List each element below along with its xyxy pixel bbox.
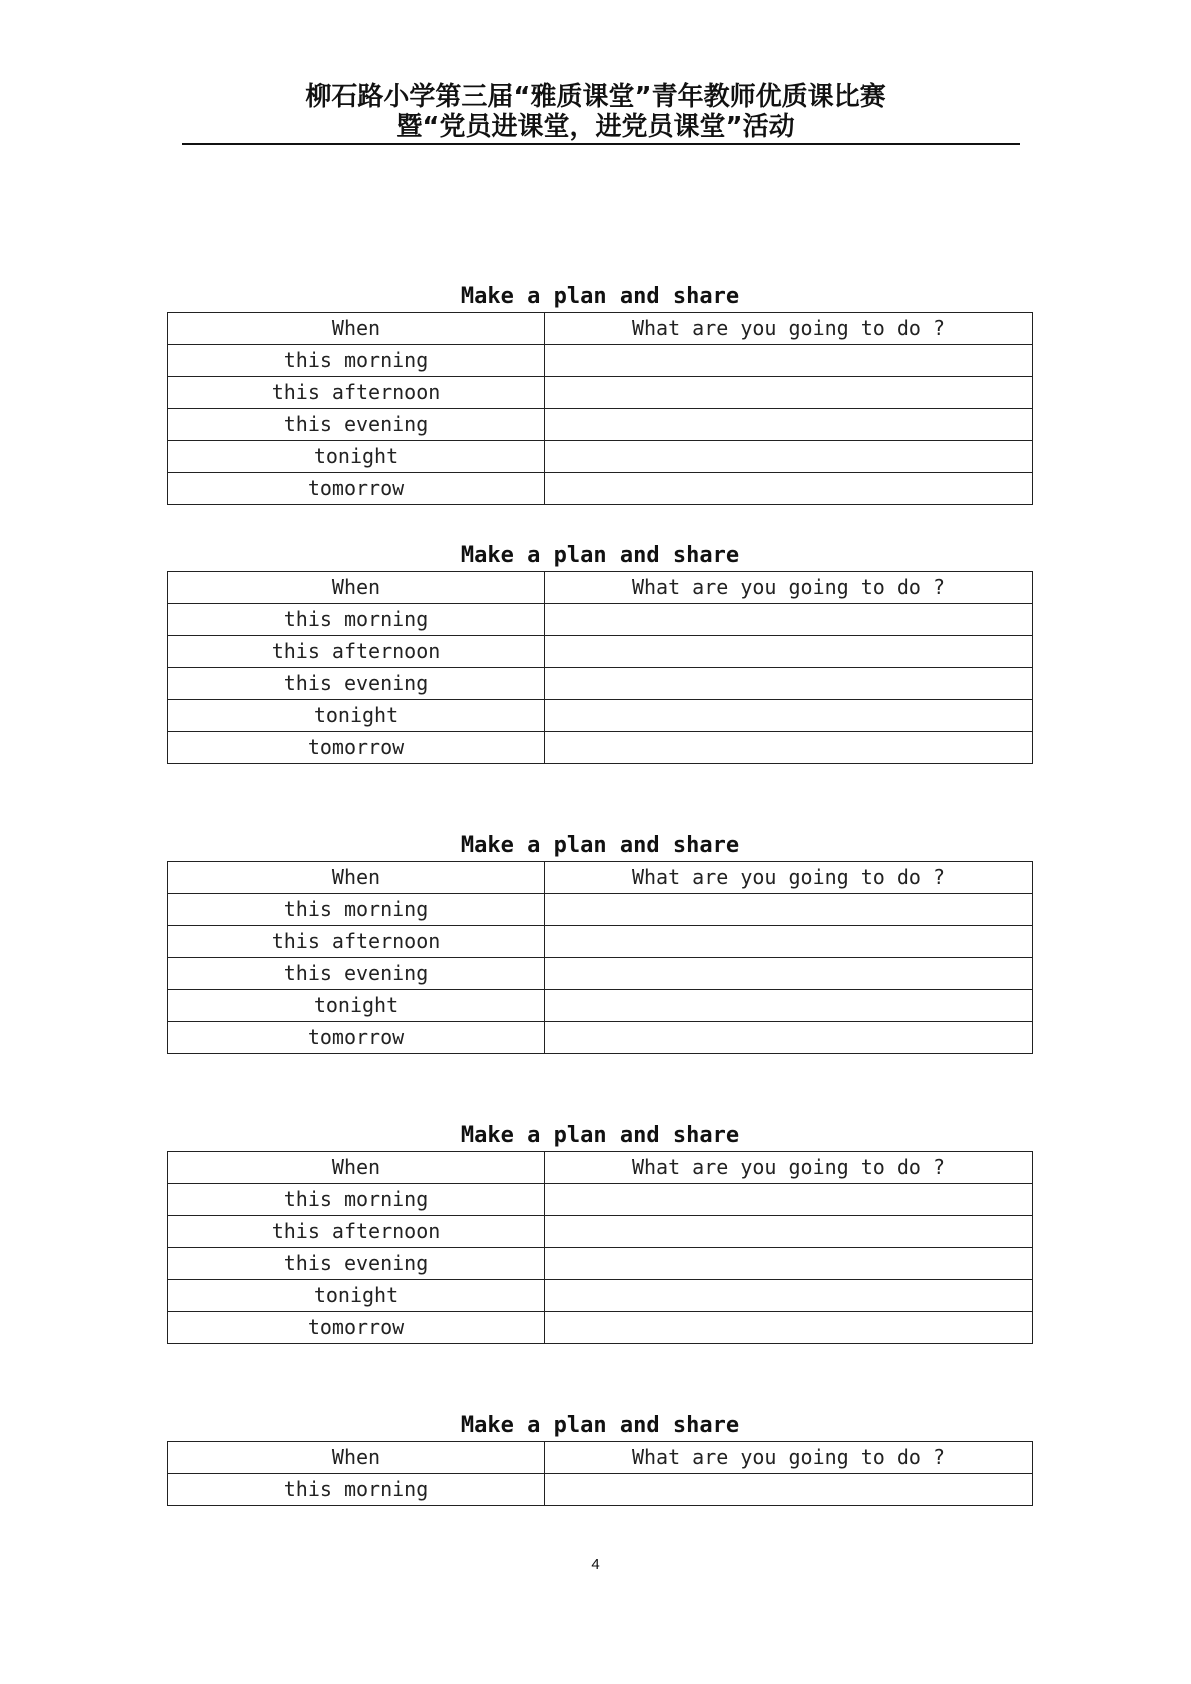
table-row bbox=[168, 473, 1033, 505]
plan-section-3 bbox=[167, 831, 1033, 1054]
page-number: 4 bbox=[591, 1556, 600, 1573]
table-row bbox=[168, 1184, 1033, 1216]
answer-cell[interactable] bbox=[545, 1280, 1033, 1312]
when-cell: tomorrow bbox=[168, 732, 545, 764]
answer-cell[interactable] bbox=[545, 1022, 1033, 1054]
section-title: Make a plan and share bbox=[460, 1123, 740, 1148]
when-cell: tomorrow bbox=[168, 473, 545, 505]
table-header-row bbox=[168, 862, 1033, 894]
table-row bbox=[168, 1474, 1033, 1506]
table-row bbox=[168, 926, 1033, 958]
answer-cell[interactable] bbox=[545, 636, 1033, 668]
table-row bbox=[168, 732, 1033, 764]
table-row bbox=[168, 894, 1033, 926]
when-cell: this morning bbox=[168, 1474, 545, 1506]
header-cell-when: When bbox=[168, 313, 545, 345]
when-cell: this morning bbox=[168, 894, 545, 926]
answer-cell[interactable] bbox=[545, 894, 1033, 926]
table-row bbox=[168, 1248, 1033, 1280]
header-cell-what: What are you going to do ? bbox=[545, 572, 1033, 604]
answer-cell[interactable] bbox=[545, 990, 1033, 1022]
section-title: Make a plan and share bbox=[460, 284, 740, 309]
when-cell: this evening bbox=[168, 668, 545, 700]
when-cell: this evening bbox=[168, 409, 545, 441]
answer-cell[interactable] bbox=[545, 1184, 1033, 1216]
document-header bbox=[0, 82, 1191, 142]
plan-section-5 bbox=[167, 1411, 1033, 1506]
when-cell: this morning bbox=[168, 1184, 545, 1216]
table-row bbox=[168, 1022, 1033, 1054]
when-cell: tonight bbox=[168, 441, 545, 473]
table-row bbox=[168, 409, 1033, 441]
answer-cell[interactable] bbox=[545, 604, 1033, 636]
when-cell: tomorrow bbox=[168, 1312, 545, 1344]
answer-cell[interactable] bbox=[545, 409, 1033, 441]
plan-table bbox=[167, 1441, 1033, 1506]
answer-cell[interactable] bbox=[545, 700, 1033, 732]
section-title: Make a plan and share bbox=[460, 1413, 740, 1438]
table-row bbox=[168, 700, 1033, 732]
table-header-row bbox=[168, 1152, 1033, 1184]
answer-cell[interactable] bbox=[545, 1474, 1033, 1506]
header-rule bbox=[182, 143, 1020, 145]
answer-cell[interactable] bbox=[545, 1248, 1033, 1280]
table-row bbox=[168, 1216, 1033, 1248]
when-cell: this afternoon bbox=[168, 377, 545, 409]
plan-section-2 bbox=[167, 541, 1033, 764]
answer-cell[interactable] bbox=[545, 926, 1033, 958]
plan-section-1 bbox=[167, 282, 1033, 505]
section-title: Make a plan and share bbox=[460, 543, 740, 568]
table-row bbox=[168, 1280, 1033, 1312]
header-line-1: 柳石路小学第三届“雅质课堂”青年教师优质课比赛 bbox=[305, 82, 886, 112]
when-cell: this evening bbox=[168, 958, 545, 990]
plan-table bbox=[167, 1151, 1033, 1344]
header-line-2: 暨“党员进课堂，进党员课堂”活动 bbox=[396, 112, 795, 142]
table-row bbox=[168, 668, 1033, 700]
answer-cell[interactable] bbox=[545, 441, 1033, 473]
header-cell-what: What are you going to do ? bbox=[545, 313, 1033, 345]
when-cell: this evening bbox=[168, 1248, 545, 1280]
table-row bbox=[168, 441, 1033, 473]
when-cell: tomorrow bbox=[168, 1022, 545, 1054]
when-cell: this afternoon bbox=[168, 1216, 545, 1248]
answer-cell[interactable] bbox=[545, 345, 1033, 377]
when-cell: this afternoon bbox=[168, 926, 545, 958]
header-cell-what: What are you going to do ? bbox=[545, 1442, 1033, 1474]
table-header-row bbox=[168, 313, 1033, 345]
when-cell: this morning bbox=[168, 345, 545, 377]
header-cell-when: When bbox=[168, 1442, 545, 1474]
answer-cell[interactable] bbox=[545, 473, 1033, 505]
answer-cell[interactable] bbox=[545, 668, 1033, 700]
when-cell: this morning bbox=[168, 604, 545, 636]
when-cell: tonight bbox=[168, 990, 545, 1022]
when-cell: tonight bbox=[168, 700, 545, 732]
plan-table bbox=[167, 571, 1033, 764]
when-cell: this afternoon bbox=[168, 636, 545, 668]
section-title: Make a plan and share bbox=[460, 833, 740, 858]
answer-cell[interactable] bbox=[545, 958, 1033, 990]
when-cell: tonight bbox=[168, 1280, 545, 1312]
answer-cell[interactable] bbox=[545, 377, 1033, 409]
header-cell-when: When bbox=[168, 1152, 545, 1184]
table-header-row bbox=[168, 1442, 1033, 1474]
table-row bbox=[168, 345, 1033, 377]
plan-table bbox=[167, 312, 1033, 505]
plan-section-4 bbox=[167, 1121, 1033, 1344]
header-cell-what: What are you going to do ? bbox=[545, 1152, 1033, 1184]
answer-cell[interactable] bbox=[545, 1216, 1033, 1248]
header-cell-when: When bbox=[168, 862, 545, 894]
table-row bbox=[168, 1312, 1033, 1344]
header-cell-when: When bbox=[168, 572, 545, 604]
plan-table bbox=[167, 861, 1033, 1054]
table-header-row bbox=[168, 572, 1033, 604]
table-row bbox=[168, 990, 1033, 1022]
table-row bbox=[168, 958, 1033, 990]
answer-cell[interactable] bbox=[545, 732, 1033, 764]
header-cell-what: What are you going to do ? bbox=[545, 862, 1033, 894]
table-row bbox=[168, 377, 1033, 409]
answer-cell[interactable] bbox=[545, 1312, 1033, 1344]
table-row bbox=[168, 604, 1033, 636]
table-row bbox=[168, 636, 1033, 668]
